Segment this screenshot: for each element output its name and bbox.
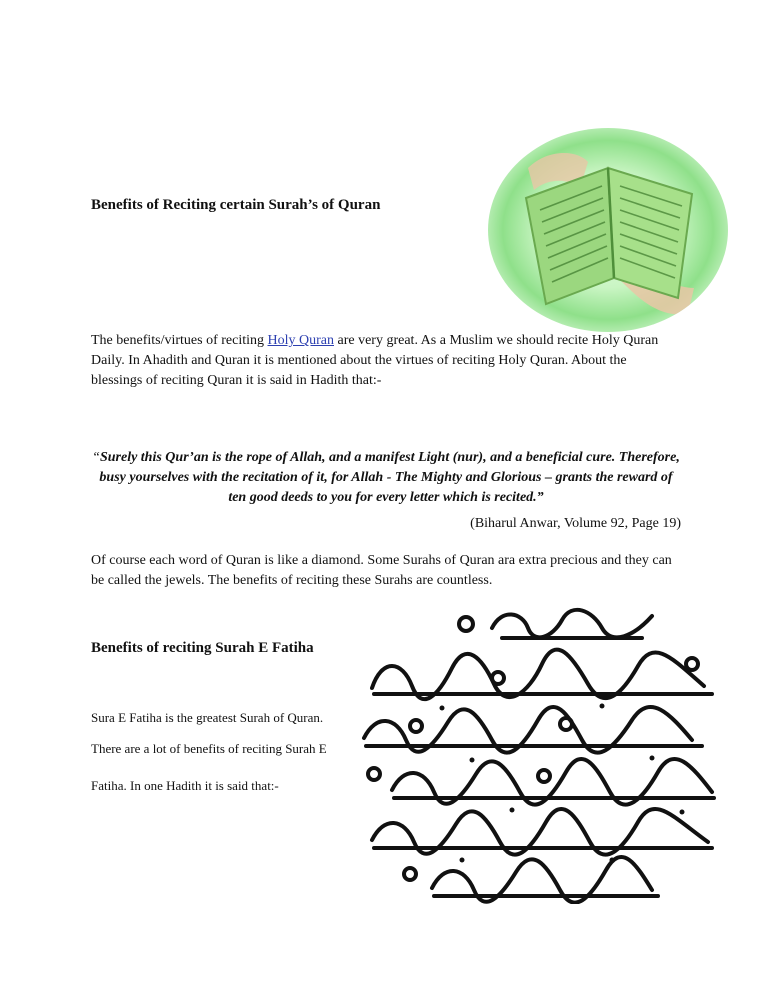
holy-quran-link[interactable]: Holy Quran [267,333,334,348]
intro-text-before: The benefits/virtues of reciting [91,333,268,348]
surah-fatiha-calligraphy [352,598,730,904]
page-heading: Benefits of Reciting certain Surah’s of Quran [91,197,381,213]
intro-paragraph [91,331,681,391]
fatiha-text-line-1: Sura E Fatiha is the greatest Surah of Quran. [91,710,324,725]
quote-open-mark: “ [92,450,100,465]
quote-citation: (Biharul Anwar, Volume 92, Page 19) [470,516,681,531]
jewels-paragraph: Of course each word of Quran is like a diamond. Some Surahs of Quran ara extra precious and they can be called the jewels. The benefits of reciting these Surahs are countless. [91,553,672,588]
fatiha-text-line-2: There are a lot of benefits of reciting Surah E [91,741,327,756]
hadith-quote [91,448,681,508]
fatiha-text-line-3: Fatiha. In one Hadith it is said that:- [91,778,279,793]
section-heading-fatiha: Benefits of reciting Surah E Fatiha [91,640,314,656]
intro-text-after: are very great. As a Muslim we should recite Holy Quran Daily. In Ahadith and Quran it is mentioned about the virtues of reciting Holy Quran. About the blessings of reciting Quran it is said in Hadith that:- [91,333,659,388]
quran-book-photo [488,128,728,332]
quote-text: Surely this Qur’an is the rope of Allah, and a manifest Light (nur), and a beneficial cure. Therefore, busy yourselves with the recitation of it, for Allah - The Mighty and Glorious – grants the reward of ten good deeds to you for every letter which is recited.” [99,450,680,505]
open-book-image [488,128,728,332]
calligraphy-image [352,598,730,904]
